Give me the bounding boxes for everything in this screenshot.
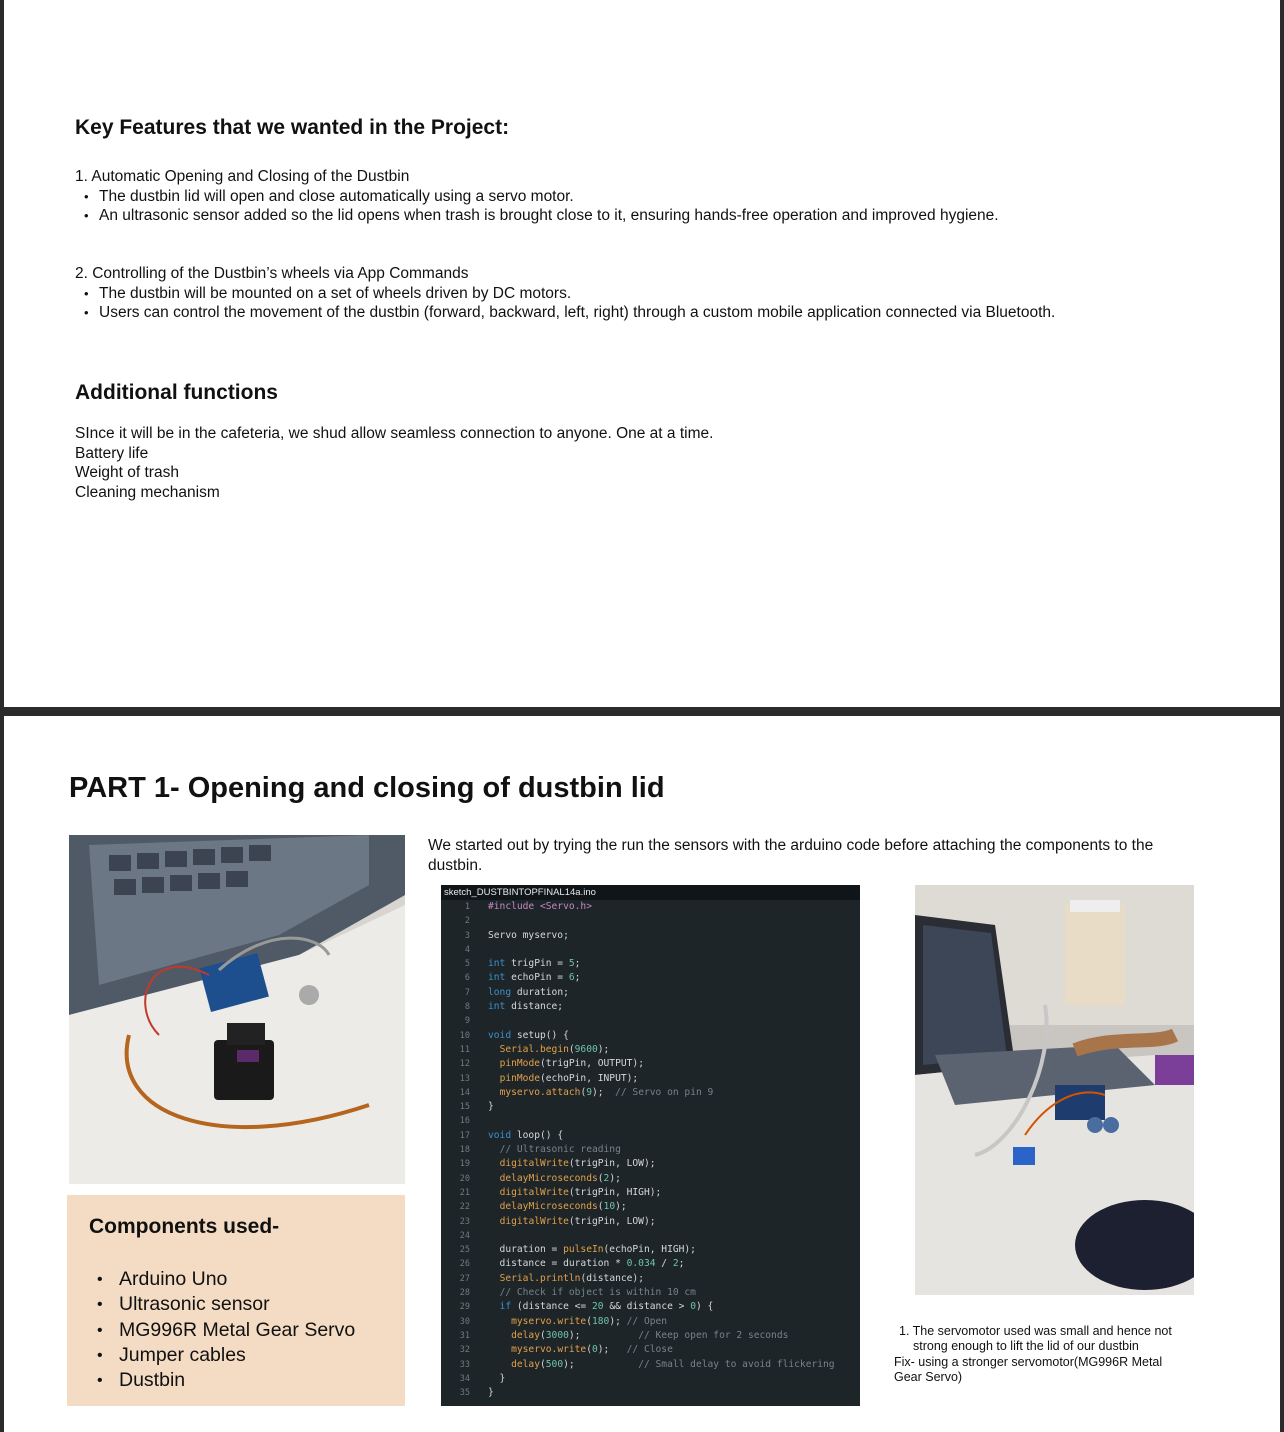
component-item: • Jumper cables xyxy=(97,1343,355,1368)
code-line-text: } xyxy=(488,1387,494,1399)
code-line-text: pinMode(echoPin, INPUT); xyxy=(499,1072,639,1084)
code-line-text: void loop() { xyxy=(488,1129,564,1141)
code-line xyxy=(441,1086,860,1100)
code-line-number: 30 xyxy=(459,1316,470,1327)
code-line-number: 33 xyxy=(459,1359,470,1370)
code-line xyxy=(441,929,860,943)
code-line-number: 8 xyxy=(464,1002,470,1013)
code-line-number: 12 xyxy=(459,1059,470,1070)
code-line xyxy=(441,1243,860,1257)
code-line-text: myservo.attach(9); // Servo on pin 9 xyxy=(499,1086,714,1098)
code-line-number: 27 xyxy=(459,1273,470,1284)
code-line xyxy=(441,1229,860,1243)
intro-text: We started out by trying the run the sensors with the arduino code before attaching the components to the dustbin. xyxy=(428,837,1154,874)
feature-bullet: • Users can control the movement of the dustbin (forward, backward, left, right) through a custom mobile application connected via Bluetooth. xyxy=(75,303,1195,323)
code-line xyxy=(441,1329,860,1343)
note-line: Fix- using a stronger servomotor(MG996R Metal xyxy=(894,1354,1163,1369)
code-line-text: pinMode(trigPin, OUTPUT); xyxy=(499,1058,644,1070)
additional-item: Cleaning mechanism xyxy=(75,483,220,501)
code-line-number: 35 xyxy=(459,1388,470,1399)
code-line xyxy=(441,1072,860,1086)
additional-item: Battery life xyxy=(75,444,149,462)
code-line-number: 22 xyxy=(459,1202,470,1213)
code-line-text: } xyxy=(488,1372,506,1384)
code-line xyxy=(441,957,860,971)
code-line-number: 29 xyxy=(459,1302,470,1313)
code-line-number: 9 xyxy=(464,1016,470,1027)
code-line-number: 1 xyxy=(464,902,470,912)
code-line-text: #include <Servo.h> xyxy=(488,901,592,912)
code-line-number: 25 xyxy=(459,1245,470,1256)
code-line-number: 5 xyxy=(464,959,470,970)
dustbin-test-photo xyxy=(915,885,1194,1295)
code-line-text: digitalWrite(trigPin, LOW); xyxy=(499,1158,656,1170)
component-item: • Dustbin xyxy=(97,1368,355,1393)
code-body xyxy=(441,900,860,1400)
code-line xyxy=(441,1129,860,1143)
code-line xyxy=(441,914,860,928)
code-line xyxy=(441,1000,860,1014)
code-line-text: // Ultrasonic reading xyxy=(499,1144,621,1156)
code-line-text: Serial.println(distance); xyxy=(499,1272,644,1284)
feature-title: 2. Controlling of the Dustbin’s wheels via App Commands xyxy=(75,265,469,282)
code-line xyxy=(441,1014,860,1028)
code-line-text: myservo.write(0); // Close xyxy=(511,1344,673,1356)
code-line xyxy=(441,1114,860,1128)
slide-key-features xyxy=(4,0,1280,707)
component-item: • Ultrasonic sensor xyxy=(97,1292,355,1317)
code-line xyxy=(441,1029,860,1043)
code-line-text: delayMicroseconds(2); xyxy=(499,1172,621,1184)
code-line xyxy=(441,900,860,914)
code-line-text: if (distance <= 20 && distance > 0) { xyxy=(499,1301,714,1313)
code-line-number: 11 xyxy=(459,1044,470,1055)
code-line xyxy=(441,1043,860,1057)
code-line xyxy=(441,986,860,1000)
code-line-text: delay(3000); // Keep open for 2 seconds xyxy=(511,1329,789,1341)
code-line xyxy=(441,1143,860,1157)
feature-bullets xyxy=(75,187,1195,226)
code-line-number: 26 xyxy=(459,1259,470,1270)
code-line-text: // Check if object is within 10 cm xyxy=(499,1287,696,1299)
code-line-text: delay(500); // Small delay to avoid flickering xyxy=(511,1358,835,1370)
code-line-text: } xyxy=(488,1101,494,1113)
code-line-text: Servo myservo; xyxy=(488,929,569,941)
code-line-text: void setup() { xyxy=(488,1029,569,1041)
code-line-number: 34 xyxy=(459,1373,470,1384)
components-box xyxy=(67,1195,405,1406)
components-heading: Components used- xyxy=(89,1215,280,1238)
code-line xyxy=(441,1157,860,1171)
code-line xyxy=(441,971,860,985)
code-line xyxy=(441,1200,860,1214)
code-line-number: 16 xyxy=(459,1116,470,1127)
code-line-number: 15 xyxy=(459,1102,470,1113)
code-line xyxy=(441,1186,860,1200)
key-features-heading: Key Features that we wanted in the Project: xyxy=(75,116,510,139)
code-line xyxy=(441,1300,860,1314)
component-item: • MG996R Metal Gear Servo xyxy=(97,1318,355,1343)
code-line xyxy=(441,1172,860,1186)
code-filename: sketch_DUSTBINTOPFINAL14a.ino xyxy=(441,885,860,900)
code-line xyxy=(441,1343,860,1357)
code-line-text: digitalWrite(trigPin, HIGH); xyxy=(499,1186,662,1198)
code-line-number: 2 xyxy=(464,916,470,927)
feature-bullet: • An ultrasonic sensor added so the lid opens when trash is brought close to it, ensuring hands-free operation and improved hygiene. xyxy=(75,206,1195,226)
additional-functions-list xyxy=(75,424,713,502)
code-line xyxy=(441,943,860,957)
code-line-number: 24 xyxy=(459,1230,470,1241)
code-line xyxy=(441,1358,860,1372)
code-line-number: 4 xyxy=(464,944,470,955)
component-item: • Arduino Uno xyxy=(97,1267,355,1292)
dustbin-test-illustration xyxy=(915,885,1194,1295)
code-line-text: int echoPin = 6; xyxy=(488,972,581,984)
code-line-text: int distance; xyxy=(488,1001,564,1013)
note-line: strong enough to lift the lid of our dustbin xyxy=(913,1339,1139,1354)
feature-block-1 xyxy=(75,167,1195,226)
code-line-number: 21 xyxy=(459,1187,470,1198)
code-line-text: distance = duration * 0.034 / 2; xyxy=(488,1258,685,1270)
code-line-number: 3 xyxy=(464,930,470,941)
code-line-text: digitalWrite(trigPin, LOW); xyxy=(499,1215,656,1227)
code-line-text: long duration; xyxy=(488,986,569,998)
feature-title: 1. Automatic Opening and Closing of the Dustbin xyxy=(75,168,410,185)
code-line xyxy=(441,1286,860,1300)
note-line: Gear Servo) xyxy=(894,1369,963,1384)
code-line-number: 6 xyxy=(464,973,470,984)
code-line xyxy=(441,1372,860,1386)
code-line xyxy=(441,1100,860,1114)
code-line-number: 32 xyxy=(459,1345,470,1356)
code-line-number: 14 xyxy=(459,1087,470,1098)
feature-block-2 xyxy=(75,264,1195,323)
code-line xyxy=(441,1215,860,1229)
code-line-number: 7 xyxy=(464,987,470,998)
arduino-setup-illustration xyxy=(69,835,405,1184)
code-line xyxy=(441,1272,860,1286)
code-line xyxy=(441,1057,860,1071)
code-line-number: 13 xyxy=(459,1073,470,1084)
additional-item: Weight of trash xyxy=(75,464,179,481)
note-line: 1. The servomotor used was small and hence not xyxy=(899,1324,1172,1338)
code-line xyxy=(441,1257,860,1271)
code-line-number: 10 xyxy=(459,1030,470,1041)
components-list xyxy=(97,1267,355,1393)
code-line-number: 17 xyxy=(459,1130,470,1141)
code-line xyxy=(441,1386,860,1400)
additional-item: SInce it will be in the cafeteria, we shud allow seamless connection to anyone. One at a time. xyxy=(75,425,714,442)
code-line-text: duration = pulseIn(echoPin, HIGH); xyxy=(488,1244,696,1256)
code-line-number: 31 xyxy=(459,1330,470,1341)
part-1-heading: PART 1- Opening and closing of dustbin lid xyxy=(69,772,665,804)
feature-bullet: • The dustbin lid will open and close automatically using a servo motor. xyxy=(75,187,1195,207)
feature-bullet: • The dustbin will be mounted on a set of wheels driven by DC motors. xyxy=(75,284,1195,304)
arduino-setup-photo xyxy=(69,835,405,1184)
code-line-text: delayMicroseconds(10); xyxy=(499,1201,627,1213)
code-line-number: 19 xyxy=(459,1159,470,1170)
feature-bullets xyxy=(75,284,1195,323)
code-line-text: myservo.write(180); // Open xyxy=(511,1315,668,1327)
code-line-text: int trigPin = 5; xyxy=(488,958,581,970)
code-line-text: Serial.begin(9600); xyxy=(499,1043,610,1055)
servo-fix-note xyxy=(894,1324,1224,1385)
code-line-number: 20 xyxy=(459,1173,470,1184)
code-line-number: 23 xyxy=(459,1216,470,1227)
additional-functions-heading: Additional functions xyxy=(75,381,278,404)
arduino-code-window xyxy=(441,885,860,1406)
slide-part-1 xyxy=(4,716,1280,1432)
code-line-number: 28 xyxy=(459,1288,470,1299)
code-line-number: 18 xyxy=(459,1145,470,1156)
code-line xyxy=(441,1315,860,1329)
